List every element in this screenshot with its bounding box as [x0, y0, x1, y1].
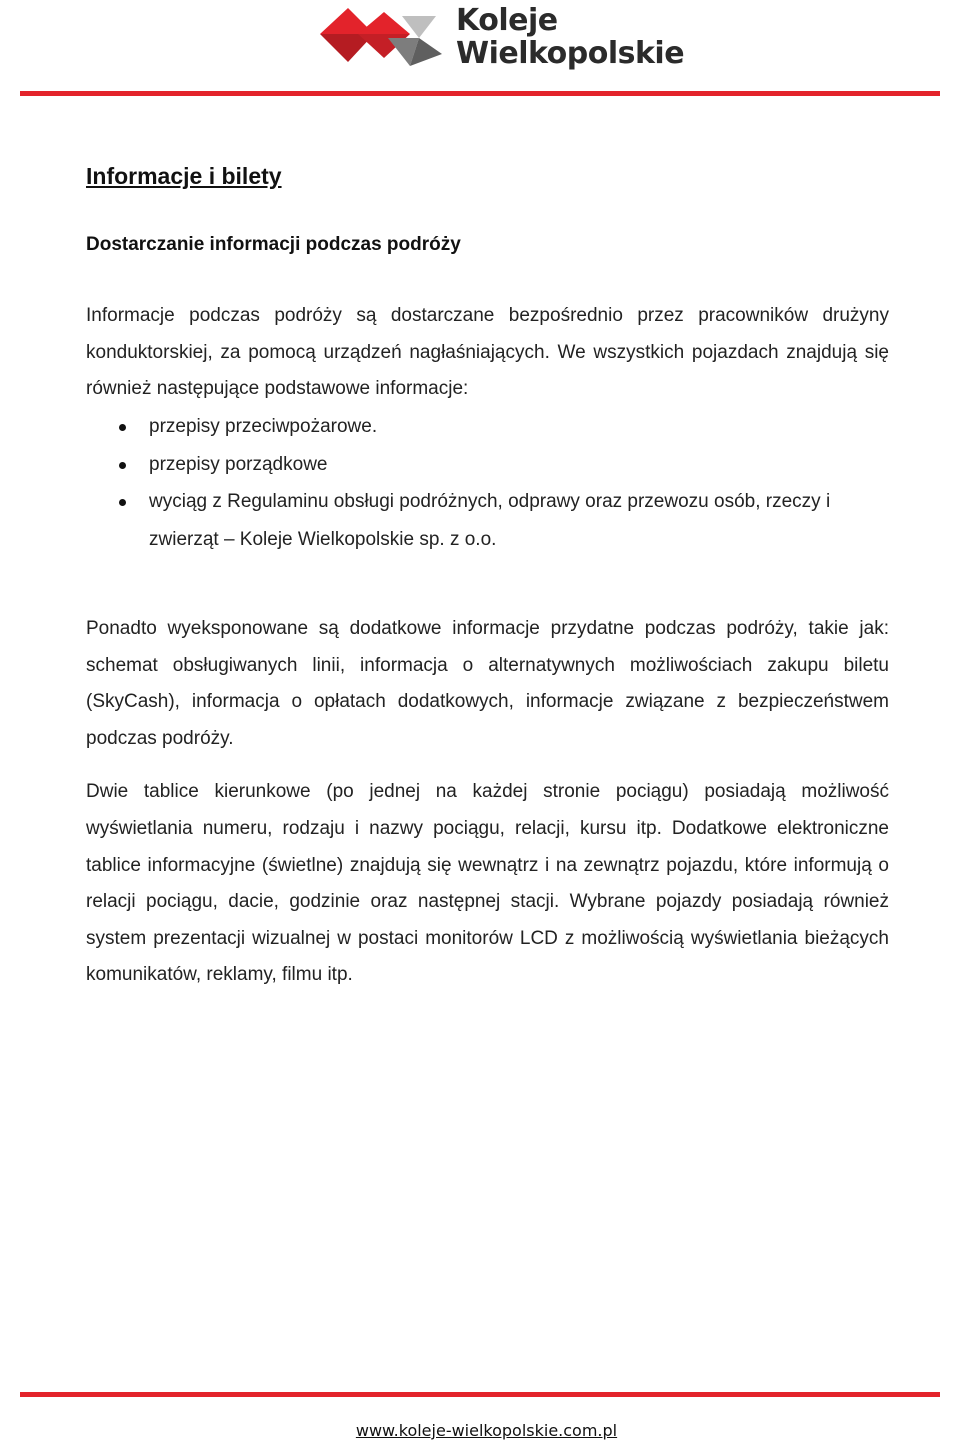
logo-mark-icon [318, 4, 448, 70]
document-body [86, 156, 889, 994]
bullet-icon [119, 499, 126, 506]
bullet-icon [119, 424, 126, 431]
koleje-wielkopolskie-logo [318, 3, 685, 74]
list-item: przepisy porządkowe [86, 446, 889, 484]
page-header [0, 0, 960, 100]
list-item: przepisy przeciwpożarowe. [86, 408, 889, 446]
footer-red-rule [20, 1392, 940, 1397]
display-boards-paragraph: Dwie tablice kierunkowe (po jednej na każdej stronie pociągu) posiadają możliwość wyświetlania numeru, rodzaju i nazwy pociągu, relacji, kursu itp. Dodatkowe elektroniczne tablice informacyjne (świetlne) znajdują się wewnątrz i na zewnątrz pojazdu, które informują o relacji pociągu, dacie, godzinie oraz następnej stacji. Wybrane pojazdy posiadają również system prezentacji wizualnej w postaci monitorów LCD z możliwością wyświetlania bieżących komunikatów, reklamy, filmu itp. [86, 781, 889, 986]
additional-info-paragraph: Ponadto wyeksponowane są dodatkowe informacje przydatne podczas podróży, takie jak: schemat obsługiwanych linii, informacja o alternatywnych możliwościach zakupu biletu (SkyCash), informacja o opłatach dodatkowych, informacje związane z bezpieczeństwem podczas podróży. [86, 617, 889, 749]
logo-wordmark [456, 4, 684, 70]
intro-paragraph: Informacje podczas podróży są dostarczane bezpośrednio przez pracowników drużyny konduktorskiej, za pomocą urządzeń nagłaśniających. We wszystkich pojazdach znajdują się również następujące podstawowe informacje: [86, 305, 889, 400]
bullet-icon [119, 462, 126, 469]
page-title: Informacje i bilety [86, 163, 282, 189]
header-red-rule [20, 91, 940, 96]
website-link[interactable]: www.koleje-wielkopolskie.com.pl [355, 1421, 618, 1440]
logo-line-1: Koleje [456, 3, 558, 38]
list-item: wyciąg z Regulaminu obsługi podróżnych, odprawy oraz przewozu osób, rzeczy i zwierząt – Koleje Wielkopolskie sp. z o.o. [86, 483, 889, 559]
logo-line-2: Wielkopolskie [456, 36, 685, 71]
section-heading: Dostarczanie informacji podczas podróży [86, 234, 461, 255]
info-list [86, 408, 889, 559]
